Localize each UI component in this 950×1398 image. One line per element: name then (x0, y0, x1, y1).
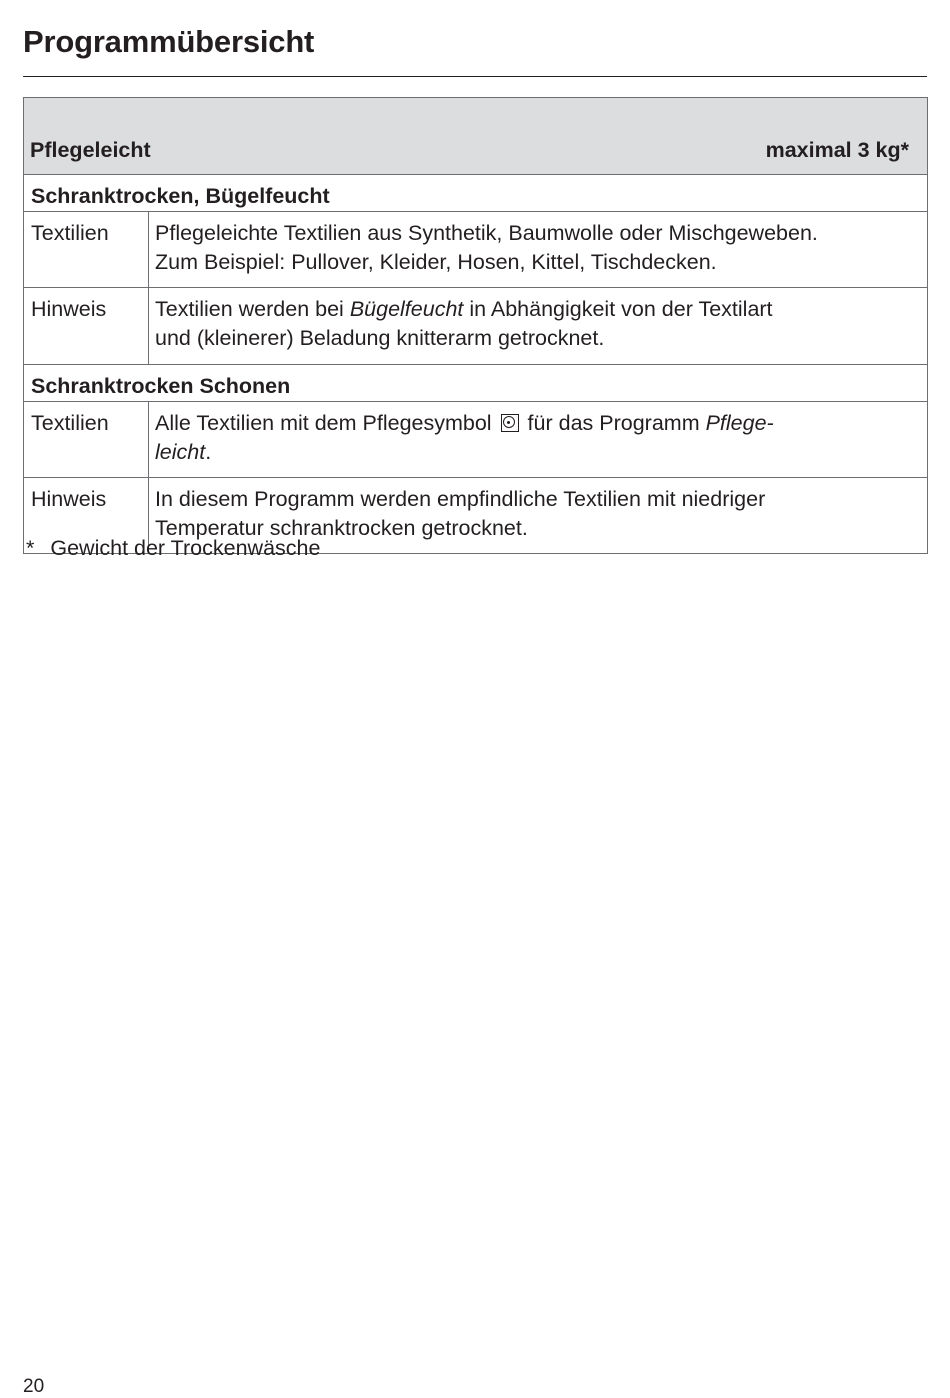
italic-term: leicht (155, 440, 206, 464)
max-load: maximal 3 kg* (765, 138, 909, 162)
row-text-line (155, 295, 921, 324)
page-title: Programmübersicht (23, 24, 315, 59)
row-label: Hinweis (24, 478, 149, 554)
program-name: Pflegeleicht (30, 138, 151, 162)
row-label: Textilien (24, 212, 149, 288)
program-table (23, 97, 928, 554)
italic-term: Pflege- (705, 411, 774, 435)
text-fragment: Alle Textilien mit dem Pflegesymbol (155, 411, 492, 435)
row-text-line: Temperatur schranktrocken getrocknet. (155, 516, 528, 540)
page-number: 20 (23, 1376, 45, 1397)
row-text-line: In diesem Programm werden empfindliche Textilien mit niedriger (155, 487, 766, 511)
footnote-mark: * (26, 536, 35, 560)
section-heading: Schranktrocken, Bügelfeucht (24, 175, 928, 212)
table-row (24, 288, 928, 365)
tumble-dry-low-heat-icon (501, 414, 519, 432)
text-fragment: Textilien werden bei (155, 297, 350, 321)
table-row (24, 402, 928, 478)
row-text-line: und (kleinerer) Beladung knitterarm getrocknet. (155, 326, 605, 350)
section-heading-row (24, 365, 928, 402)
text-fragment: für das Programm (527, 411, 706, 435)
row-text-line: Zum Beispiel: Pullover, Kleider, Hosen, Kittel, Tischdecken. (155, 250, 717, 274)
section-heading: Schranktrocken Schonen (24, 365, 928, 402)
italic-term: Bügelfeucht (349, 297, 464, 321)
row-text-line (155, 409, 921, 438)
footnote-text: Gewicht der Trockenwäsche (50, 536, 321, 560)
row-text-line (155, 438, 921, 467)
row-text (149, 288, 928, 365)
footnote (26, 536, 320, 561)
table-row (24, 212, 928, 288)
text-fragment: in Abhängigkeit von der Textilart (463, 297, 773, 321)
section-heading-row (24, 175, 928, 212)
row-text (149, 212, 928, 288)
table-header-row (24, 98, 928, 175)
row-label: Textilien (24, 402, 149, 478)
row-text-line: Pflegeleichte Textilien aus Synthetik, Baumwolle oder Mischgeweben. (155, 221, 818, 245)
text-fragment: . (205, 440, 212, 464)
title-divider (23, 76, 927, 77)
row-label: Hinweis (24, 288, 149, 365)
row-text (149, 402, 928, 478)
table-header-cell (24, 98, 928, 175)
